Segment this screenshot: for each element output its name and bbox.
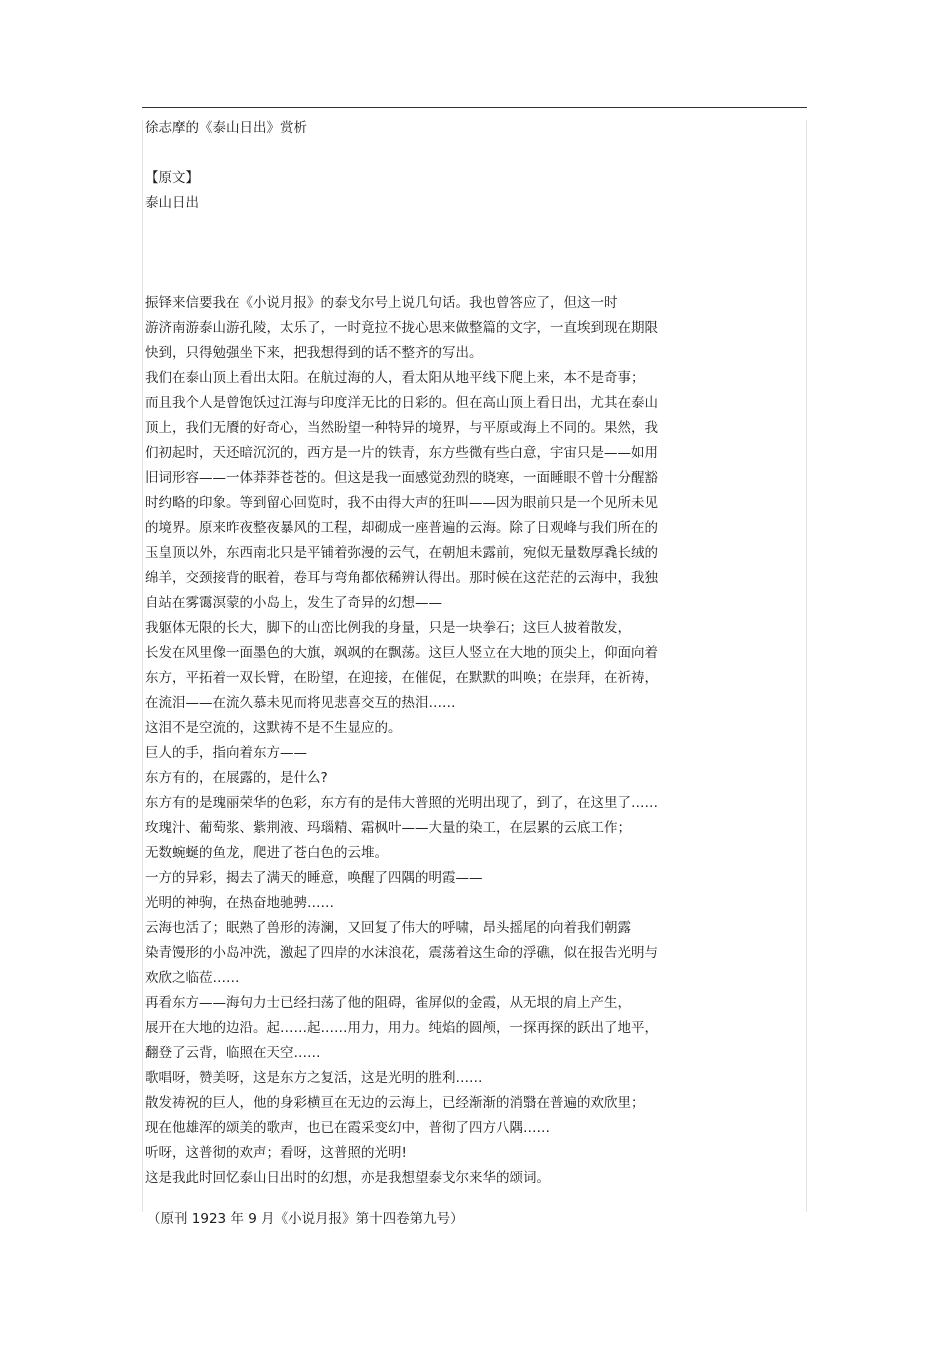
right-frame-line (806, 120, 807, 1212)
section-label: 【原文】 (145, 170, 199, 186)
text-line: 欢欣之临莅…… (145, 970, 240, 986)
text-line: 的境界。原来昨夜整夜暴风的工程，却砌成一座普遍的云海。除了日观峰与我们所在的 (145, 520, 658, 536)
text-line: 在流泪——在流久慕未见而将见悲喜交互的热泪…… (145, 695, 456, 711)
text-line: 云海也活了；眠熟了兽形的涛澜，又回复了伟大的呼啸，昂头摇尾的向着我们朝露 (145, 920, 631, 936)
text-line: 我躯体无限的长大，脚下的山峦比例我的身量，只是一块拳石；这巨人披着散发， (145, 620, 631, 636)
text-line: 东方，平拓着一双长臂，在盼望，在迎接，在催促，在默默的叫唤；在崇拜，在祈祷， (145, 670, 658, 686)
text-line: 染青馒形的小岛冲洗，激起了四岸的水沫浪花，震荡着这生命的浮礁，似在报告光明与 (145, 945, 658, 961)
text-line: 这泪不是空流的，这默祷不是不生显应的。 (145, 720, 402, 736)
essay-title: 泰山日出 (145, 195, 199, 211)
source-note: （原刊 1923 年 9 月《小说月报》第十四卷第九号） (147, 1211, 464, 1227)
spacer (145, 1191, 800, 1207)
text-line: 东方有的是瑰丽荣华的色彩，东方有的是伟大普照的光明出现了，到了，在这里了…… (145, 795, 658, 811)
document-title: 徐志摩的《泰山日出》赏析 (145, 120, 307, 136)
essay-text (145, 291, 800, 1191)
text-line: 现在他雄浑的颂美的歌声，也已在霞采变幻中，普彻了四方八隅…… (145, 1120, 550, 1136)
text-line: 东方有的，在展露的，是什么? (145, 770, 328, 786)
top-divider (142, 107, 807, 108)
text-line: 翻登了云背，临照在天空…… (145, 1045, 321, 1061)
text-line: 歌唱呀，赞美呀，这是东方之复活，这是光明的胜利…… (145, 1070, 483, 1086)
text-line: 快到，只得勉强坐下来，把我想得到的话不整齐的写出。 (145, 345, 483, 361)
text-line: 们初起时，天还暗沉沉的，西方是一片的铁青，东方些微有些白意，宇宙只是——如用 (145, 445, 658, 461)
text-line: 时约略的印象。等到留心回览时，我不由得大声的狂叫——因为眼前只是一个见所未见 (145, 495, 658, 511)
text-line: 光明的神驹，在热奋地驰骋…… (145, 895, 334, 911)
text-line: 顶上，我们无餍的好奇心，当然盼望一种特异的境界，与平原或海上不同的。果然，我 (145, 420, 658, 436)
text-line: 听呀，这普彻的欢声；看呀，这普照的光明! (145, 1145, 407, 1161)
text-line: 绵羊，交颈接背的眠着，卷耳与弯角都依稀辨认得出。那时候在这茫茫的云海中，我独 (145, 570, 658, 586)
text-line: 而且我个人是曾饱饫过江海与印度洋无比的日彩的。但在高山顶上看日出，尤其在泰山 (145, 395, 658, 411)
text-line: 散发祷祝的巨人，他的身彩横亘在无边的云海上，已经渐渐的消翳在普遍的欢欣里； (145, 1095, 645, 1111)
spacer (145, 216, 800, 291)
left-frame-line (142, 120, 143, 1212)
text-line: 振铎来信要我在《小说月报》的泰戈尔号上说几句话。我也曾答应了，但这一时 (145, 295, 618, 311)
document-body (145, 116, 800, 1232)
text-line: 长发在风里像一面墨色的大旗，飒飒的在飘荡。这巨人竖立在大地的顶尖上，仰面向着 (145, 645, 658, 661)
text-line: 巨人的手，指向着东方—— (145, 745, 307, 761)
text-line: 旧词形容——一体莽莽苍苍的。但这是我一面感觉劲烈的晓寒，一面睡眼不曾十分醒豁 (145, 470, 658, 486)
text-line: 展开在大地的边沿。起……起……用力，用力。纯焰的圆颅，一探再探的跃出了地平， (145, 1020, 658, 1036)
text-line: 无数蜿蜒的鱼龙，爬进了苍白色的云堆。 (145, 845, 388, 861)
text-line: 再看东方——海句力士已经扫荡了他的阻碍，雀屏似的金霞，从无垠的肩上产生， (145, 995, 631, 1011)
text-line: 玫瑰汁、葡萄浆、紫荆液、玛瑙精、霜枫叶——大量的染工，在层累的云底工作； (145, 820, 631, 836)
text-line: 我们在泰山顶上看出太阳。在航过海的人，看太阳从地平线下爬上来，本不是奇事； (145, 370, 645, 386)
text-line: 这是我此时回忆泰山日出时的幻想，亦是我想望泰戈尔来华的颂词。 (145, 1170, 550, 1186)
text-line: 一方的异彩，揭去了满天的睡意，唤醒了四隅的明霞—— (145, 870, 483, 886)
text-line: 自站在雾霭溟蒙的小岛上，发生了奇异的幻想—— (145, 595, 442, 611)
spacer (145, 141, 800, 166)
text-line: 玉皇顶以外，东西南北只是平铺着弥漫的云气，在朝旭未露前，宛似无量数厚毳长绒的 (145, 545, 658, 561)
text-line: 游济南游泰山游孔陵，太乐了，一时竟拉不拢心思来做整篇的文字，一直埃到现在期限 (145, 320, 658, 336)
